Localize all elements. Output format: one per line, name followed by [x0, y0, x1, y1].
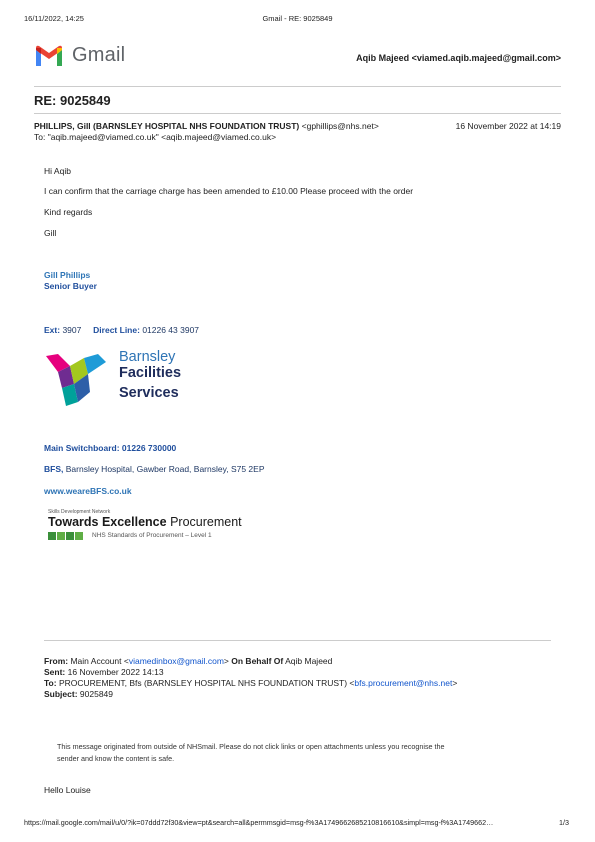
- badge-puzzle-icon: [48, 531, 86, 541]
- quoted-subject-label: Subject:: [44, 689, 78, 699]
- ext-value: 3907: [62, 325, 82, 335]
- quoted-from-link[interactable]: viamedinbox@gmail.com: [128, 656, 224, 666]
- bfs-logo-icon: [44, 352, 112, 408]
- quoted-behalf-label: On Behalf Of: [231, 656, 284, 666]
- gmail-wordmark: Gmail: [72, 44, 126, 66]
- message-date: 16 November 2022 at 14:19: [455, 121, 561, 131]
- signature-role: Senior Buyer: [44, 281, 97, 291]
- bfs-label: BFS,: [44, 464, 64, 474]
- header-divider: [34, 86, 561, 87]
- ext-label: Ext:: [44, 325, 61, 335]
- signature-name: Gill Phillips: [44, 270, 91, 280]
- quoted-to-close: >: [452, 678, 458, 688]
- quoted-subject-value: 9025849: [79, 689, 113, 699]
- sender-address: <gphillips@nhs.net>: [301, 121, 379, 131]
- print-page-number: 1/3: [559, 818, 569, 827]
- quoted-from-close: >: [223, 656, 229, 666]
- badge-title-light: Procurement: [170, 515, 242, 529]
- direct-line-label: Direct Line:: [93, 325, 140, 335]
- closing: Kind regards: [44, 207, 93, 217]
- quoted-sent-label: Sent:: [44, 667, 66, 677]
- quoted-to: [44, 678, 457, 688]
- signature-phone: [44, 325, 199, 335]
- thread-subject: RE: 9025849: [34, 93, 111, 108]
- external-warning-line2: sender and know the content is safe.: [57, 754, 175, 763]
- website-link[interactable]: www.weareBFS.co.uk: [44, 486, 132, 496]
- message-sender: [34, 121, 379, 131]
- badge-subtitle: NHS Standards of Procurement – Level 1: [92, 532, 212, 539]
- quoted-subject: [44, 689, 113, 699]
- quoted-from-label: From:: [44, 656, 69, 666]
- badge-network: Skills Development Network: [48, 509, 111, 515]
- print-datetime: 16/11/2022, 14:25: [24, 14, 84, 23]
- print-page-title: Gmail - RE: 9025849: [262, 14, 333, 23]
- badge-title: [48, 515, 242, 529]
- bfs-logo-line3: Services: [119, 385, 179, 401]
- quoted-to-value: PROCUREMENT, Bfs (BARNSLEY HOSPITAL NHS FOUNDATION TRUST) <: [58, 678, 355, 688]
- print-url: https://mail.google.com/mail/u/0/?ik=07ddd72f30&view=pt&search=all&permmsgid=msg-f%3A1749662685210816610&simpl=msg-f%3A1749662…: [24, 818, 494, 827]
- subject-divider: [34, 113, 561, 114]
- account-email: Aqib Majeed <viamed.aqib.majeed@gmail.com>: [356, 53, 561, 63]
- main-switchboard: Main Switchboard: 01226 730000: [44, 443, 177, 453]
- bfs-address: Barnsley Hospital, Gawber Road, Barnsley, S75 2EP: [65, 464, 265, 474]
- sender-short-name: Gill: [44, 228, 57, 238]
- quoted-to-label: To:: [44, 678, 57, 688]
- quoted-from: [44, 656, 332, 666]
- quoted-behalf-name: Aqib Majeed: [285, 656, 333, 666]
- quoted-from-name: Main Account <: [70, 656, 129, 666]
- gmail-logo-icon: [34, 44, 64, 68]
- direct-line-value: 01226 43 3907: [142, 325, 200, 335]
- message-recipients: To: "aqib.majeed@viamed.co.uk" <aqib.majeed@viamed.co.uk>: [34, 132, 277, 142]
- quoted-sent: [44, 667, 164, 677]
- sender-name: PHILLIPS, Gill (BARNSLEY HOSPITAL NHS FOUNDATION TRUST): [34, 121, 300, 131]
- quoted-salutation: Hello Louise: [44, 785, 91, 795]
- external-warning-line1: This message originated from outside of NHSmail. Please do not click links or open attachments unless you recognise the: [57, 742, 445, 751]
- bfs-logo-line2: Facilities: [119, 365, 182, 381]
- message-body: I can confirm that the carriage charge has been amended to £10.00 Please proceed with the order: [44, 186, 414, 196]
- bfs-logo-line1: Barnsley: [119, 349, 176, 365]
- badge-title-bold: Towards Excellence: [48, 515, 167, 529]
- quote-divider: [44, 640, 551, 641]
- bfs-address-line: [44, 464, 265, 474]
- quoted-sent-value: 16 November 2022 14:13: [67, 667, 164, 677]
- greeting: Hi Aqib: [44, 166, 71, 176]
- quoted-to-link[interactable]: bfs.procurement@nhs.net: [354, 678, 453, 688]
